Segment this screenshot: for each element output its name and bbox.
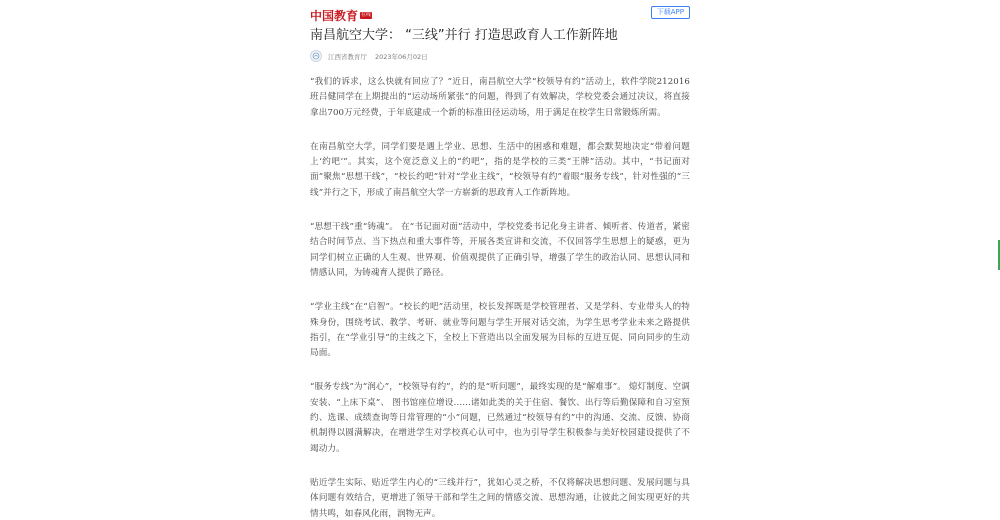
article-paragraph: “思想干线”重“铸魂”。 在“书记面对面”活动中，学校党委书记化身主讲者、倾听者、传道者，紧密结合时间节点、当下热点和重大事件等，开展各类宣讲和交流，不仅回答学生思想上的疑惑，更为同学们树立正确的人生观、世界观、价值观提供了正确引导，增强了学生的政治认同、思想认同和情感认同，为铸魂育人提供了路径。: [310, 222, 690, 278]
article-column: [310, 0, 690, 520]
logo-tag: 在线: [361, 12, 372, 18]
top-bar: [310, 4, 690, 26]
article-paragraph: 在南昌航空大学，同学们要是遇上学业、思想、生活中的困惑和难题，都会默契地决定“带着问题上‘约吧’”。其实，这个宽泛意义上的“约吧”，指的是学校的三类“王牌”活动。其中，“书记面对面”聚焦“思想干线”，“校长约吧”针对“学业主线”，“校领导有约”着眼“服务专线”，针对性强的“三线”并行之下，形成了南昌航空大学一方崭新的思政育人工作新阵地。: [310, 141, 690, 198]
article-meta: [310, 49, 690, 63]
article-source[interactable]: 江西省教育厅: [328, 52, 367, 61]
article-paragraph: “学业主线”在“启智”。“校长约吧”活动里，校长发挥既是学校管理者、又是学科、专业带头人的特殊身份，围绕考试、教学、考研、就业等问题与学生开展对话交流，为学生思考学业未来之路提供指引，在“学业引导”的主线之下，全校上下营造出以全面发展为目标的互进互促、同向同步的生动局面。: [310, 302, 690, 359]
article-date: 2023年06月02日: [375, 52, 428, 61]
article-paragraph: “我们的诉求，这么快就有回应了？”近日，南昌航空大学“校领导有约”活动上，软件学院212016班吕健同学在上期提出的“运动场所紧张”的问题，得到了有效解决，学校党委会通过决议，将直接拿出700万元经费，于年底建成一个新的标准田径运动场，用于满足在校学生日常锻炼所需。: [310, 77, 690, 118]
article-paragraph: “服务专线”为“润心”，“校领导有约”，约的是“听问题”，最终实现的是“解难事”。 熄灯制度、空调安装、“上床下桌”、 图书馆座位增设……诸如此类的关于住宿、餐饮、出行等后勤保障和自习室预约、选课、成绩查询等日常管理的“小”问题，已然通过“校领导有约”中的沟通、交流、反馈、协商机制得以圆满解决，在增进学生对学校真心认可中，也为引导学生积极参与美好校园建设提供了不竭动力。: [310, 382, 690, 454]
logo-text: 中国教育: [310, 9, 359, 23]
article-body: [310, 75, 690, 520]
article-title: 南昌航空大学： “三线”并行 打造思政育人工作新阵地: [310, 28, 618, 43]
source-avatar-icon: [310, 50, 322, 62]
site-logo[interactable]: [310, 7, 372, 24]
article-paragraph: 贴近学生实际、贴近学生内心的“三线并行”，犹如心灵之桥，不仅将解决思想问题、发展问题与具体问题有效结合，更增进了领导干部和学生之间的情感交流、思想沟通，让彼此之间实现更好的共情共鸣，如春风化雨，润物无声。: [310, 477, 690, 519]
download-app-button[interactable]: 下载APP: [651, 6, 690, 19]
